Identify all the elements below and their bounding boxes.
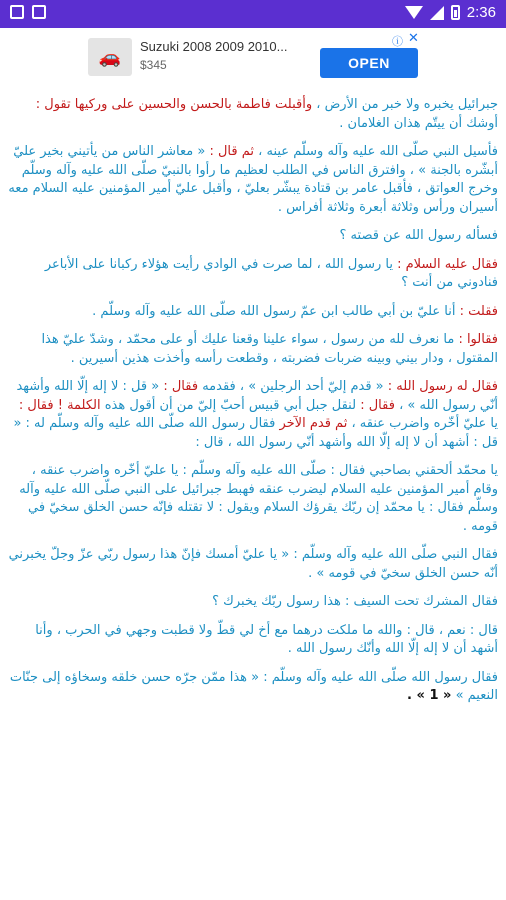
paragraph: فسأله رسول الله عن قصته ؟	[339, 228, 498, 243]
paragraph: فقالوا : ما نعرف لله من رسول ، سواء علينا وقعنا عليك أو على محمّد ، وشدّ عليّ هذا المقتول ، ودار بيني وبينه ضربات فضربته ، وقطعت رأسه وأخذت هذين أسيرين .	[41, 332, 498, 366]
status-icons	[405, 4, 496, 21]
paragraph: فقال المشرك تحت السيف : هذا رسول ربّك يخبرك ؟	[212, 594, 498, 609]
wifi-icon	[405, 6, 423, 19]
footnote-ref[interactable]: « 1 » .	[407, 688, 452, 703]
status-bar	[0, 0, 506, 28]
article-body	[8, 96, 498, 716]
ad-open-button[interactable]: OPEN	[320, 48, 418, 78]
battery-icon	[451, 5, 460, 20]
paragraph: يا محمّد ألحقني بصاحبي فقال : صلّى الله عليه وآله وسلّم : يا عليّ أخّره واضرب عنقه ، وقام أمير المؤمنين عليه السلام ليضرب عنقه فهبط جبرائيل على النبي صلّى الله عليه وآله وسلّم فقال : يا محمّد إن ربّك يقرؤك السلام ويقول : لا تقتله فإنّه حسن الخلق سخيّ في قومه .	[19, 463, 498, 534]
status-time: 2:36	[466, 4, 496, 21]
paragraph: جبرائيل يخبره ولا خبر من الأرض ، وأقبلت فاطمة بالحسن والحسين على وركيها تقول : أوشك أن ييتّم هذان الغلامان .	[35, 97, 498, 131]
paragraph: فأسيل النبي صلّى الله عليه وآله وسلّم عينه ، ثم قال : « معاشر الناس من يأتيني بخير عليّ أبشّره بالجنة » ، وافترق الناس في الطلب لعظيم ما رأوا بالنبيّ صلّى الله عليه وآله وسلّم وخرج العواتق ، فأقبل عامر بن قتادة يبشّر بعليّ ، وأقبل عليّ أمير المؤمنين عليه السلام معه أسيران ورأس وثلاثة أبعرة وثلاثة أفراس .	[8, 144, 498, 215]
paragraph: فقال عليه السلام : يا رسول الله ، لما صرت في الوادي رأيت هؤلاء ركبانا على الأباعر فنادوني من أنت ؟	[44, 256, 498, 290]
ad-info-icon[interactable]: ⓘ	[392, 35, 403, 48]
paragraph: فقال رسول الله صلّى الله عليه وآله وسلّم : « هذا ممّن جرّه حسن خلقه وسخاؤه إلى جنّات النعيم » « 1 » .	[9, 669, 498, 703]
ad-thumbnail[interactable]: 🚗	[88, 38, 132, 76]
notification-icons	[10, 5, 46, 19]
image-icon	[32, 5, 46, 19]
paragraph: فقال النبي صلّى الله عليه وآله وسلّم : « يا عليّ أمسك فإنّ هذا رسول ربّي عزّ وجلّ يخبرني أنّه حسن الخلق سخيّ في قومه » .	[8, 547, 498, 581]
ad-banner[interactable]	[82, 33, 424, 81]
ad-title[interactable]: Suzuki 2008 2009 2010...	[140, 39, 288, 54]
paragraph: قال : نعم ، قال : والله ما ملكت درهما مع أخ لي قطّ ولا قطبت وجهي في الحرب ، وأنا أشهد أن لا إله إلّا الله وأنّك رسول الله .	[35, 622, 498, 656]
gallery-icon	[10, 5, 24, 19]
paragraph: فقال له رسول الله : « قدم إليّ أحد الرجلين » ، فقدمه فقال : « قل : لا إله إلّا الله وأشهد أنّي رسول الله » ، فقال : لنقل جبل أبي قبيس أحبّ إليّ من أن أقول هذه الكلمة ! فقال : يا عليّ أخّره واضرب عنقه ، ثم قدم الآخر فقال رسول الله صلّى الله عليه وآله وسلّم له : « قل : أشهد أن لا إله إلّا الله وأشهد أنّي رسول الله ، قال :	[13, 379, 498, 450]
ad-close-icon[interactable]: ✕	[408, 31, 419, 46]
signal-icon	[430, 6, 444, 20]
ad-price: $345	[140, 58, 167, 72]
paragraph: فقلت : أنا عليّ بن أبي طالب ابن عمّ رسول الله صلّى الله عليه وآله وسلّم .	[92, 303, 498, 319]
